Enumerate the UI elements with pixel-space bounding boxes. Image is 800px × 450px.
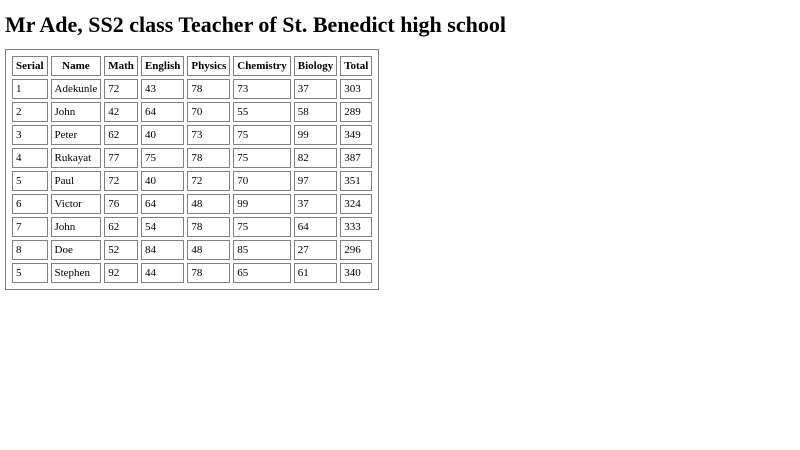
header-name: Name (51, 56, 102, 76)
header-row (12, 56, 372, 76)
cell-math: 72 (104, 79, 138, 99)
cell-serial: 6 (12, 194, 48, 214)
table-body (12, 79, 372, 283)
cell-math: 62 (104, 217, 138, 237)
cell-biology: 27 (294, 240, 337, 260)
cell-name: Doe (51, 240, 102, 260)
cell-math: 76 (104, 194, 138, 214)
grades-table-container (5, 49, 379, 290)
cell-chemistry: 99 (233, 194, 291, 214)
header-physics: Physics (187, 56, 230, 76)
cell-chemistry: 75 (233, 125, 291, 145)
cell-chemistry: 70 (233, 171, 291, 191)
cell-biology: 64 (294, 217, 337, 237)
cell-serial: 5 (12, 171, 48, 191)
cell-physics: 72 (187, 171, 230, 191)
cell-serial: 8 (12, 240, 48, 260)
cell-chemistry: 73 (233, 79, 291, 99)
header-biology: Biology (294, 56, 337, 76)
cell-physics: 78 (187, 217, 230, 237)
cell-biology: 58 (294, 102, 337, 122)
header-chemistry: Chemistry (233, 56, 291, 76)
cell-total: 340 (340, 263, 372, 283)
cell-physics: 48 (187, 240, 230, 260)
cell-chemistry: 85 (233, 240, 291, 260)
cell-serial: 5 (12, 263, 48, 283)
cell-english: 44 (141, 263, 184, 283)
cell-name: Victor (51, 194, 102, 214)
cell-biology: 61 (294, 263, 337, 283)
cell-english: 75 (141, 148, 184, 168)
cell-physics: 78 (187, 263, 230, 283)
cell-total: 349 (340, 125, 372, 145)
cell-total: 333 (340, 217, 372, 237)
cell-english: 43 (141, 79, 184, 99)
cell-math: 42 (104, 102, 138, 122)
header-total: Total (340, 56, 372, 76)
cell-name: John (51, 102, 102, 122)
cell-total: 289 (340, 102, 372, 122)
cell-biology: 97 (294, 171, 337, 191)
cell-english: 40 (141, 125, 184, 145)
cell-chemistry: 65 (233, 263, 291, 283)
header-math: Math (104, 56, 138, 76)
table-row (12, 148, 372, 168)
cell-math: 92 (104, 263, 138, 283)
cell-chemistry: 75 (233, 217, 291, 237)
table-row (12, 102, 372, 122)
cell-serial: 4 (12, 148, 48, 168)
cell-name: Peter (51, 125, 102, 145)
table-row (12, 79, 372, 99)
cell-english: 84 (141, 240, 184, 260)
cell-english: 54 (141, 217, 184, 237)
table-row (12, 217, 372, 237)
cell-total: 387 (340, 148, 372, 168)
cell-english: 40 (141, 171, 184, 191)
table-row (12, 194, 372, 214)
cell-math: 62 (104, 125, 138, 145)
cell-physics: 70 (187, 102, 230, 122)
cell-biology: 37 (294, 194, 337, 214)
cell-biology: 99 (294, 125, 337, 145)
header-english: English (141, 56, 184, 76)
cell-math: 72 (104, 171, 138, 191)
cell-chemistry: 55 (233, 102, 291, 122)
cell-serial: 7 (12, 217, 48, 237)
cell-physics: 78 (187, 148, 230, 168)
table-header (12, 56, 372, 76)
table-row (12, 240, 372, 260)
cell-name: Paul (51, 171, 102, 191)
cell-english: 64 (141, 194, 184, 214)
cell-serial: 3 (12, 125, 48, 145)
cell-serial: 2 (12, 102, 48, 122)
cell-total: 296 (340, 240, 372, 260)
cell-biology: 82 (294, 148, 337, 168)
header-serial: Serial (12, 56, 48, 76)
cell-total: 351 (340, 171, 372, 191)
page-title: Mr Ade, SS2 class Teacher of St. Benedict high school (5, 12, 506, 37)
cell-math: 52 (104, 240, 138, 260)
cell-chemistry: 75 (233, 148, 291, 168)
cell-biology: 37 (294, 79, 337, 99)
cell-name: Stephen (51, 263, 102, 283)
cell-math: 77 (104, 148, 138, 168)
cell-physics: 73 (187, 125, 230, 145)
cell-total: 303 (340, 79, 372, 99)
cell-physics: 48 (187, 194, 230, 214)
table-row (12, 171, 372, 191)
cell-name: Adekunle (51, 79, 102, 99)
table-row (12, 263, 372, 283)
table-row (12, 125, 372, 145)
cell-name: John (51, 217, 102, 237)
grades-table (5, 49, 379, 290)
cell-physics: 78 (187, 79, 230, 99)
cell-serial: 1 (12, 79, 48, 99)
cell-total: 324 (340, 194, 372, 214)
cell-english: 64 (141, 102, 184, 122)
cell-name: Rukayat (51, 148, 102, 168)
